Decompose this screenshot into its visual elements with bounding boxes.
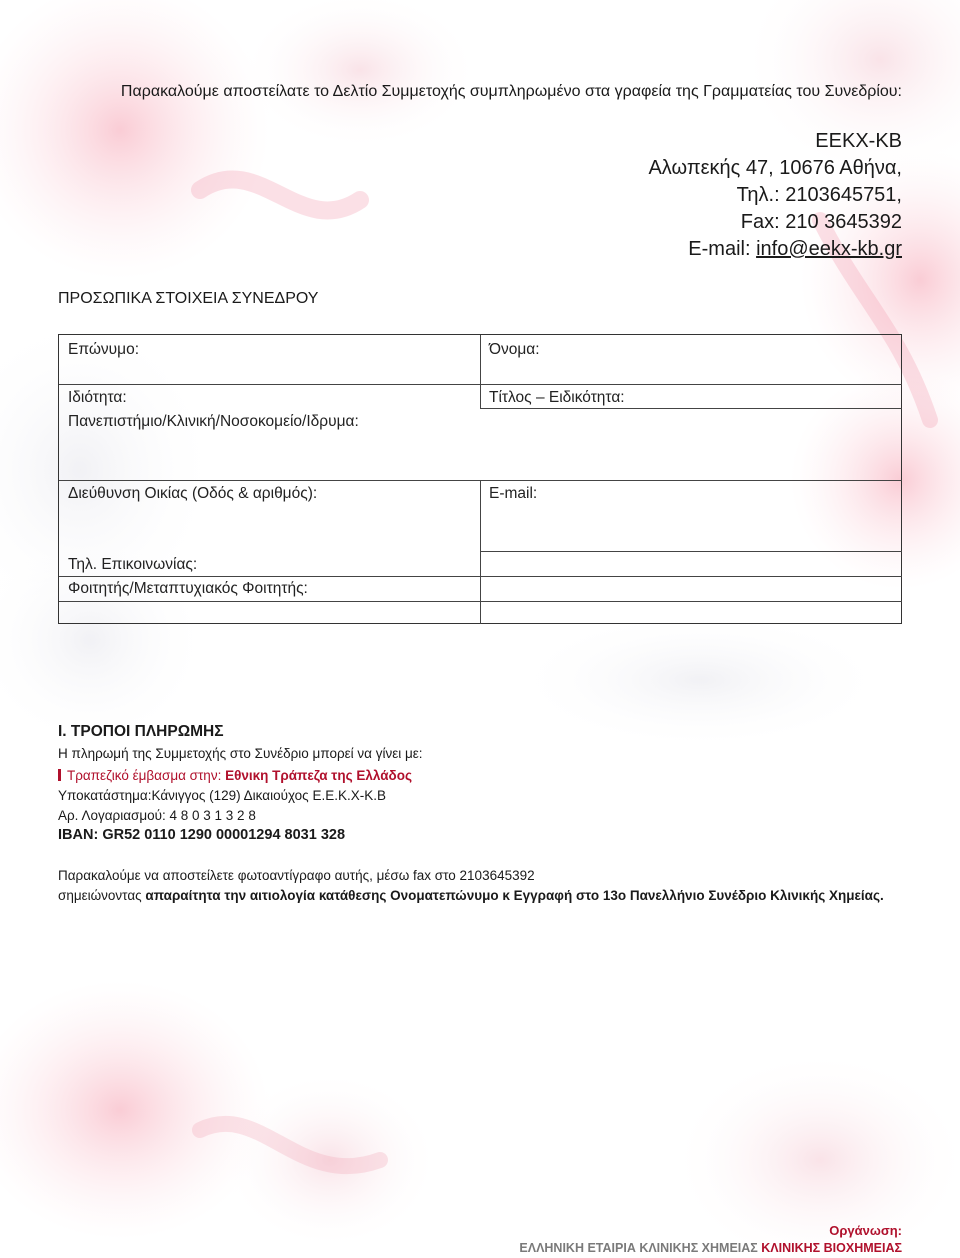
form-rule: [480, 551, 902, 552]
phone-field[interactable]: Τηλ. Επικοινωνίας:: [68, 556, 198, 573]
name-field[interactable]: Όνομα:: [489, 341, 540, 358]
branch-line: Υποκατάστημα:Κάνιγγος (129) Δικαιούχος Ε.Ε.Κ.Χ-Κ.Β: [58, 788, 386, 803]
address-email-line: [688, 236, 902, 262]
bank-transfer-line: [58, 767, 412, 785]
institution-field[interactable]: Πανεπιστήμιο/Κλινική/Νοσοκομείο/Ιδρυμα:: [68, 413, 359, 430]
address-email-prefix: E-mail:: [688, 238, 757, 260]
home-address-field[interactable]: Διεύθυνση Οικίας (Οδός & αριθμός):: [68, 485, 318, 502]
payment-intro: Η πληρωμή της Συμμετοχής στο Συνέδριο μπορεί να γίνει με:: [58, 746, 423, 761]
form-divider: [480, 480, 481, 624]
personal-section-title: ΠΡΟΣΩΠΙΚΑ ΣΤΟΙΧΕΙΑ ΣΥΝΕΔΡΟΥ: [58, 290, 319, 307]
account-line: Αρ. Λογαριασμού: 4 8 0 3 1 3 2 8: [58, 808, 256, 823]
note-line1: Παρακαλούμε να αποστείλετε φωτοαντίγραφο αυτής, μέσω fax στο 2103645392: [58, 868, 535, 883]
surname-field[interactable]: Επώνυμο:: [68, 341, 139, 358]
occupation-field[interactable]: Ιδιότητα:: [68, 389, 127, 406]
personal-details-form: [58, 334, 902, 624]
address-fax: Fax: 210 3645392: [740, 211, 902, 233]
student-field[interactable]: Φοιτητής/Μεταπτυχιακός Φοιτητής:: [68, 580, 308, 597]
note-prefix: σημειώνοντας: [58, 888, 146, 903]
organizer-name: [519, 1241, 902, 1255]
address-email-link[interactable]: info@eekx-kb.gr: [756, 238, 902, 260]
iban-label: IBAN:: [58, 827, 103, 843]
note-line2: [58, 886, 902, 906]
form-divider: [480, 335, 481, 408]
payment-note: [58, 866, 902, 906]
bullet-icon: [58, 769, 61, 781]
form-rule: [59, 480, 902, 481]
form-rule: [480, 384, 902, 385]
intro-text: Παρακαλούμε αποστείλατε το Δελτίο Συμμετοχής συμπληρωμένο στα γραφεία της Γραμματείας του Συνεδρίου:: [120, 83, 902, 100]
address-phone: Τηλ.: 2103645751,: [736, 184, 902, 206]
bank-name: Εθνικη Τράπεζα της Ελλάδος: [225, 768, 412, 783]
organizer-name-part2: ΚΛΙΝΙΚΗΣ ΒΙΟΧΗΜΕΙΑΣ: [761, 1241, 902, 1255]
form-rule: [59, 576, 902, 577]
address-street: Αλωπεκής 47, 10676 Αθήνα,: [648, 157, 902, 179]
payment-section-title: Ι. ΤΡΟΠΟΙ ΠΛΗΡΩΜΗΣ: [58, 723, 224, 740]
iban-line: [58, 826, 345, 844]
organizer-name-part1: ΕΛΛΗΝΙΚΗ ΕΤΑΙΡΙΑ ΚΛΙΝΙΚΗΣ ΧΗΜΕΙΑΣ: [519, 1241, 762, 1255]
form-rule: [59, 601, 902, 602]
specialty-field[interactable]: Τίτλος – Ειδικότητα:: [489, 389, 625, 406]
address-org: ΕΕΚΧ-ΚΒ: [815, 130, 902, 152]
iban-value: GR52 0110 1290 00001294 8031 328: [102, 827, 346, 843]
note-bold: απαραίτητα την αιτιολογία κατάθεσης Ονοματεπώνυμο κ Εγγραφή στο 13ο Πανελλήνιο Συνέδριο Κλινικής Χημείας.: [145, 888, 884, 903]
transfer-label: Τραπεζικό έμβασμα στην:: [67, 768, 226, 783]
form-rule: [480, 408, 902, 409]
email-field[interactable]: E-mail:: [489, 485, 538, 502]
organizer-label: Οργάνωση:: [829, 1223, 902, 1238]
form-rule: [59, 384, 480, 385]
